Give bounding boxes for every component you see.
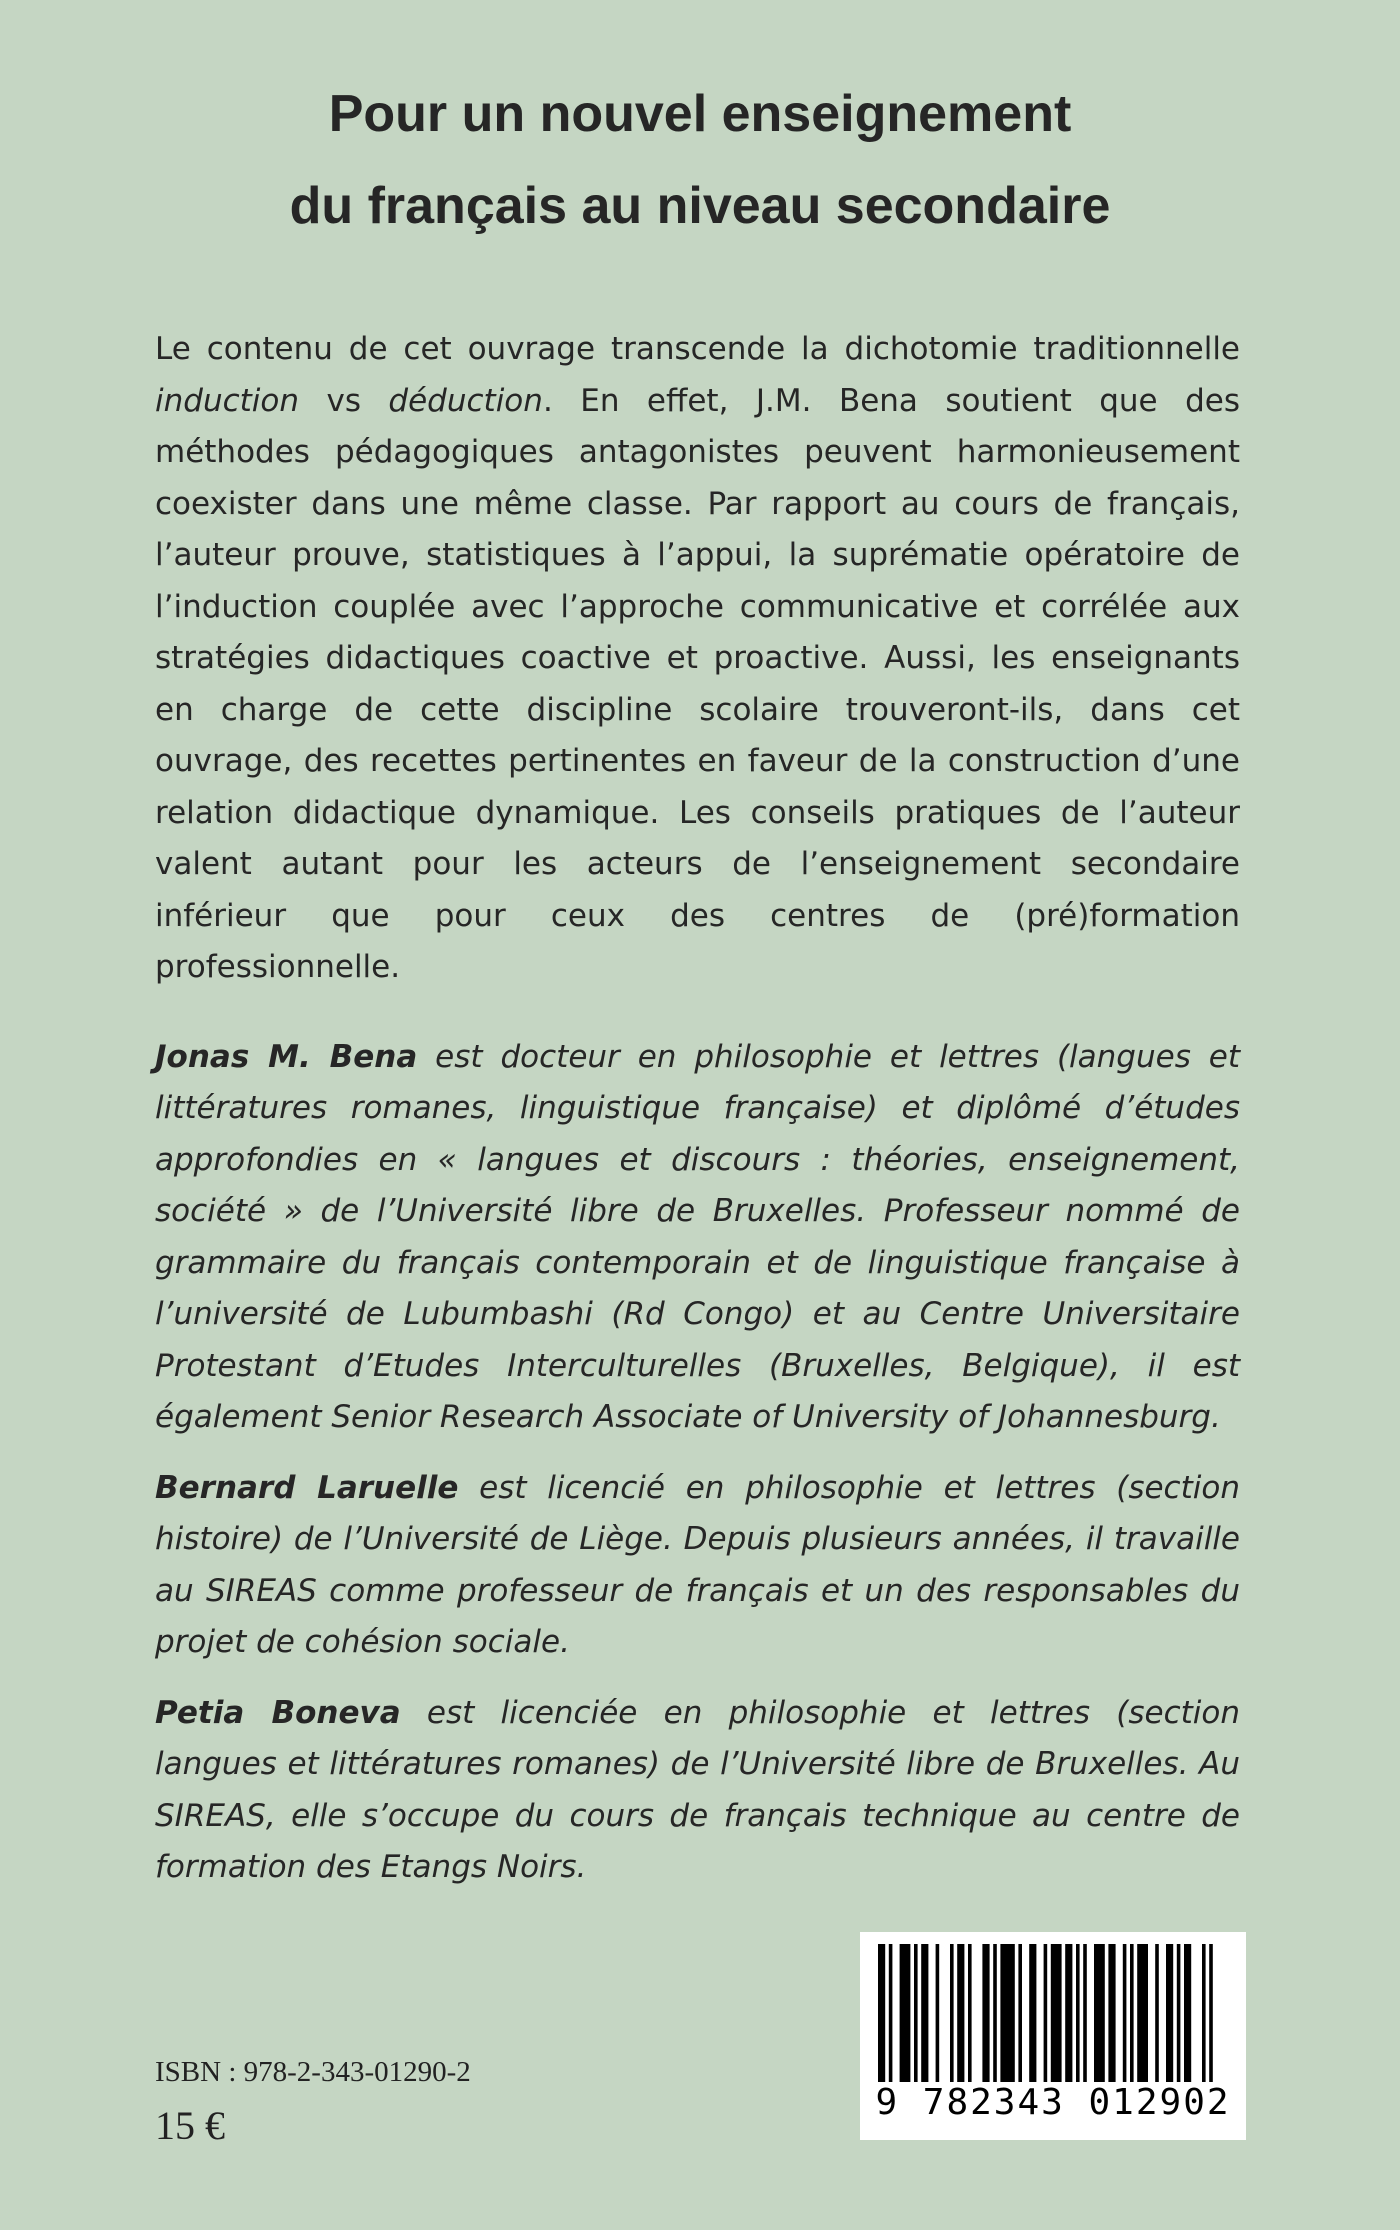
summary-paragraph (155, 324, 1240, 994)
author-bio-text: est licenciée en philosophie et lettres (section langues et littératures romanes) de l’Université libre de Bruxelles. Au SIREAS, elle s’occupe du cours de français technique au centre de formation des Etangs Noirs. (155, 1694, 1240, 1885)
barcode-bar (1044, 1944, 1048, 2082)
summary-text-vs: vs (299, 382, 389, 419)
author-name: Bernard Laruelle (155, 1469, 459, 1506)
author-bio-laruelle (155, 1463, 1240, 1669)
author-name: Petia Boneva (155, 1694, 401, 1731)
author-bio-text: est docteur en philosophie et lettres (langues et littératures romanes, linguistique française) et diplômé d’études approfondies en « langues et discours : théories, enseignement, société » de l’Université libre de Bruxelles. Professeur nommé de grammaire du français contemporain et de linguistique française à l’université de Lubumbashi (Rd Congo) et au Centre Universitaire Protestant d’Etudes Interculturelles (Bruxelles, Belgique), il est également Senior Research Associate of University of Johannesburg. (155, 1038, 1241, 1435)
book-title (0, 68, 1400, 252)
summary-text-rest: . En effet, J.M. Bena soutient que des méthodes pédagogiques antagonistes peuvent harmonieusement coexister dans une même classe. Par rapport au cours de français, l’auteur prouve, statistiques à l’appui, la suprématie opératoire de l’induction couplée avec l’approche communicative et corrélée aux stratégies didactiques coactive et proactive. Aussi, les enseignants en charge de cette discipline scolaire trouveront-ils, dans cet ouvrage, des recettes pertinentes en faveur de la construction d’une relation didactique dynamique. Les conseils pratiques de l’auteur valent autant pour les acteurs de l’enseignement secondaire inférieur que pour ceux des centres de (pré)formation professionnelle. (155, 382, 1240, 985)
barcode-bar (993, 1944, 997, 2082)
barcode-bars (878, 1944, 1228, 2082)
barcode-bar (1094, 1944, 1105, 2082)
barcode-bar (878, 1944, 885, 2082)
summary-term-induction: induction (155, 382, 300, 419)
barcode-bar (1029, 1944, 1036, 2082)
barcode-bar (921, 1944, 928, 2082)
barcode-bar (1076, 1944, 1080, 2082)
barcode-bar (914, 1944, 918, 2082)
barcode-bar (889, 1944, 893, 2082)
barcode (860, 1932, 1246, 2140)
barcode-bar (1108, 1944, 1115, 2082)
title-line-2: du français au niveau secondaire (289, 177, 1111, 235)
author-bio-boneva (155, 1688, 1240, 1894)
barcode-bar (1051, 1944, 1062, 2082)
barcode-digits: 9 782343 012902 (875, 2082, 1231, 2123)
barcode-bar (900, 1944, 911, 2082)
barcode-bar (1130, 1944, 1134, 2082)
author-bio-text: est licencié en philosophie et lettres (section histoire) de l’Université de Liège. Depuis plusieurs années, il travaille au SIREAS comme professeur de français et un des responsables du projet de cohésion sociale. (155, 1469, 1240, 1660)
barcode-bar (1000, 1944, 1014, 2082)
barcode-bar (968, 1944, 972, 2082)
barcode-bar (1166, 1944, 1173, 2082)
barcode-bar (1083, 1944, 1087, 2082)
barcode-bar (982, 1944, 989, 2082)
barcode-bar (1202, 1944, 1206, 2082)
barcode-bar (1123, 1944, 1127, 2082)
barcode-bar (950, 1944, 954, 2082)
author-bio-bena (155, 1032, 1240, 1444)
barcode-bar (1137, 1944, 1148, 2082)
barcode-bar (957, 1944, 964, 2082)
barcode-bar (1177, 1944, 1181, 2082)
summary-term-deduction: déduction (388, 382, 543, 419)
back-cover-text (155, 324, 1240, 1913)
barcode-bar (1209, 1944, 1213, 2082)
isbn-label: ISBN : 978-2-343-01290-2 (155, 2056, 471, 2088)
price-label: 15 € (155, 2103, 225, 2148)
barcode-bar (1155, 1944, 1159, 2082)
barcode-bar (1018, 1944, 1022, 2082)
barcode-bar (1184, 1944, 1191, 2082)
barcode-bar (936, 1944, 940, 2082)
author-name: Jonas M. Bena (155, 1038, 418, 1075)
summary-text-start: Le contenu de cet ouvrage transcende la dichotomie traditionnelle (155, 331, 1240, 367)
title-line-1: Pour un nouvel enseignement (328, 85, 1072, 143)
barcode-bar (1065, 1944, 1072, 2082)
